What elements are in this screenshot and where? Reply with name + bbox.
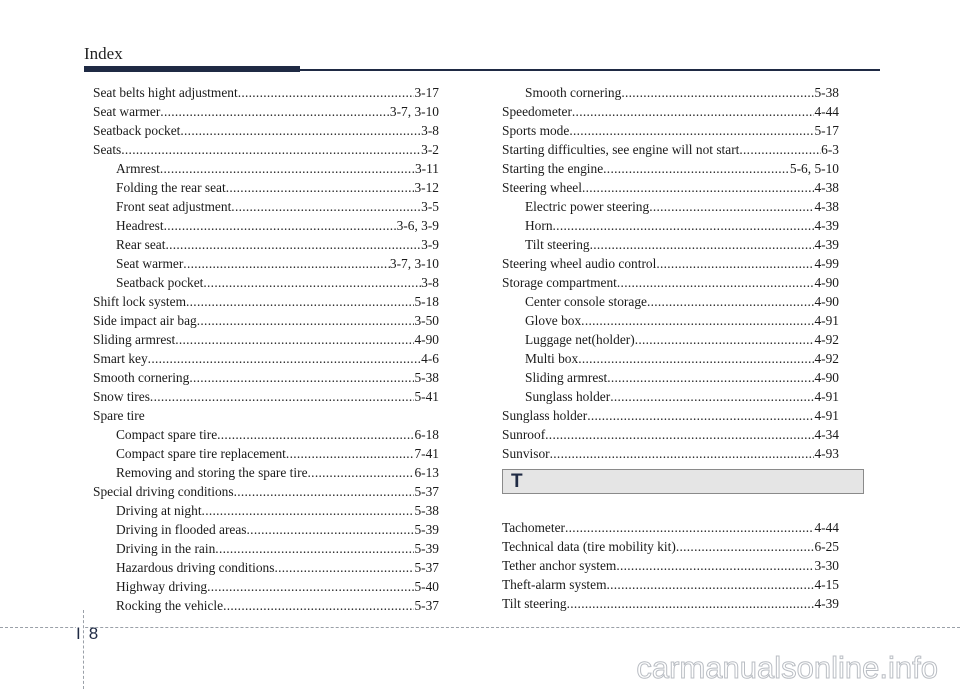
page-section-letter: I: [76, 624, 81, 643]
dot-leader: [587, 406, 814, 425]
index-entry-label: Electric power steering: [525, 199, 650, 214]
dot-leader: [308, 463, 415, 482]
index-entry-page: 3-30: [814, 558, 839, 573]
dot-leader: [567, 594, 815, 613]
section-header-t: [502, 469, 864, 494]
index-entry-page: 5-40: [414, 579, 439, 594]
header-rule-thin: [300, 69, 880, 71]
index-entry-page: 4-38: [814, 180, 839, 195]
index-entry-page: 5-37: [414, 560, 439, 575]
index-entry: [93, 102, 439, 121]
watermark: carmanualsonline.info: [636, 650, 938, 685]
dot-leader: [274, 558, 414, 577]
index-entry-page: 4-92: [814, 332, 839, 347]
index-entry-page: 3-2: [421, 142, 439, 157]
index-entry-page: 7-41: [414, 446, 439, 461]
header-rule-thick: [84, 66, 300, 72]
index-entry-label: Armrest: [116, 161, 160, 176]
index-entry: [93, 311, 439, 330]
index-entry-page: 5-38: [414, 370, 439, 385]
index-entry: [93, 577, 439, 596]
index-entry: [93, 444, 439, 463]
index-entry-page: 3-8: [421, 123, 439, 138]
index-entry-page: 4-39: [814, 237, 839, 252]
dot-leader: [121, 140, 421, 159]
index-entry: [502, 178, 839, 197]
page-number: [76, 624, 98, 644]
index-entry: [93, 463, 439, 482]
dot-leader: [186, 292, 414, 311]
index-entry-label: Center console storage: [525, 294, 647, 309]
index-entry: [93, 520, 439, 539]
index-entry-label: Rear seat: [116, 237, 166, 252]
index-entry: [93, 501, 439, 520]
index-entry-label: Special driving conditions: [93, 484, 234, 499]
index-entry-label: Sunglass holder: [502, 408, 588, 423]
index-entry: [93, 596, 439, 615]
index-entry-page: 3-6, 3-9: [396, 218, 439, 233]
index-entry-label: Glove box: [525, 313, 582, 328]
index-entry-label: Steering wheel audio control: [502, 256, 657, 271]
index-entry-label: Spare tire: [93, 408, 145, 423]
index-entry: [502, 537, 839, 556]
dot-leader: [150, 387, 415, 406]
index-entry-page: 3-9: [421, 237, 439, 252]
index-entry: [93, 539, 439, 558]
index-entry-page: 3-11: [414, 161, 439, 176]
dot-leader: [550, 444, 815, 463]
index-entry: [502, 216, 839, 235]
index-group-s-continued: [502, 83, 839, 463]
index-entry-label: Driving in the rain: [116, 541, 216, 556]
index-entry: [93, 159, 439, 178]
index-entry: [502, 594, 839, 613]
dot-leader: [215, 539, 414, 558]
dot-leader: [676, 537, 815, 556]
index-entry-label: Seat belts hight adjustment: [93, 85, 238, 100]
dot-leader: [160, 159, 415, 178]
dot-leader: [656, 254, 814, 273]
dot-leader: [207, 577, 414, 596]
index-entry: [93, 349, 439, 368]
index-entry-label: Sports mode: [502, 123, 570, 138]
index-entry-label: Headrest: [116, 218, 164, 233]
index-entry: [502, 83, 839, 102]
dot-leader: [203, 273, 421, 292]
index-entry: [93, 197, 439, 216]
index-entry-label: Tilt steering: [525, 237, 590, 252]
index-entry-page: 5-38: [414, 503, 439, 518]
index-entry-label: Starting the engine: [502, 161, 604, 176]
index-entry-label: Seatback pocket: [116, 275, 204, 290]
index-entry: [502, 518, 839, 537]
index-entry: [93, 121, 439, 140]
index-entry-page: 4-91: [814, 408, 839, 423]
index-entry-label: Sunroof: [502, 427, 546, 442]
section-letter: T: [511, 471, 523, 492]
dot-leader: [226, 178, 415, 197]
dot-leader: [223, 596, 414, 615]
index-entry-page: 6-13: [414, 465, 439, 480]
index-entry-label: Horn: [525, 218, 553, 233]
index-entry-label: Compact spare tire replacement: [116, 446, 286, 461]
footer-vertical-divider: [83, 610, 84, 689]
dot-leader: [164, 216, 397, 235]
index-entry-page: 4-90: [814, 294, 839, 309]
index-entry: [502, 406, 839, 425]
dot-leader: [569, 121, 814, 140]
dot-leader: [286, 444, 415, 463]
index-entry-label: Steering wheel: [502, 180, 582, 195]
index-entry-label: Smooth cornering: [525, 85, 622, 100]
index-entry-label: Seat warmer: [93, 104, 161, 119]
dot-leader: [581, 311, 814, 330]
footer-divider: [0, 627, 960, 628]
dot-leader: [165, 235, 421, 254]
index-entry-label: Front seat adjustment: [116, 199, 232, 214]
index-entry-label: Tilt steering: [502, 596, 567, 611]
dot-leader: [621, 83, 814, 102]
dot-leader: [175, 330, 414, 349]
index-entry-page: 6-3: [821, 142, 839, 157]
index-entry: [93, 368, 439, 387]
index-entry: [502, 102, 839, 121]
index-entry: [502, 121, 839, 140]
dot-leader: [647, 292, 814, 311]
index-entry-page: 3-8: [421, 275, 439, 290]
index-entry: [93, 140, 439, 159]
index-entry: [502, 254, 839, 273]
index-entry-page: 3-17: [414, 85, 439, 100]
index-entry: [93, 425, 439, 444]
dot-leader: [617, 273, 815, 292]
index-entry-label: Sunvisor: [502, 446, 550, 461]
index-entry-label: Speedometer: [502, 104, 572, 119]
index-group-t: [502, 518, 839, 613]
dot-leader: [247, 520, 415, 539]
index-entry-label: Shift lock system: [93, 294, 186, 309]
index-entry-label: Seat warmer: [116, 256, 184, 271]
index-entry-label: Sunglass holder: [525, 389, 611, 404]
index-entry-page: 4-93: [814, 446, 839, 461]
index-entry: [93, 292, 439, 311]
index-entry-page: 5-37: [414, 484, 439, 499]
index-entry-page: 4-6: [421, 351, 439, 366]
dot-leader: [202, 501, 415, 520]
index-entry-page: 4-39: [814, 218, 839, 233]
index-entry-page: 5-39: [414, 522, 439, 537]
index-entry: [93, 178, 439, 197]
index-entry: [93, 216, 439, 235]
index-entry-page: 4-44: [814, 104, 839, 119]
index-entry: [93, 406, 439, 425]
index-entry: [93, 482, 439, 501]
index-entry-page: 3-5: [421, 199, 439, 214]
dot-leader: [160, 102, 390, 121]
index-column-right: [502, 83, 839, 613]
index-entry: [93, 273, 439, 292]
dot-leader: [590, 235, 815, 254]
index-entry-page: 5-38: [814, 85, 839, 100]
dot-leader: [234, 482, 415, 501]
index-entry-label: Snow tires: [93, 389, 150, 404]
index-entry-label: Sliding armrest: [93, 332, 176, 347]
index-entry: [502, 197, 839, 216]
dot-leader: [217, 425, 414, 444]
index-entry-label: Hazardous driving conditions: [116, 560, 275, 575]
index-entry-label: Driving at night: [116, 503, 202, 518]
index-entry: [502, 273, 839, 292]
index-entry-label: Starting difficulties, see engine will not start: [502, 142, 740, 157]
dot-leader: [603, 159, 790, 178]
index-entry-page: 3-7, 3-10: [389, 256, 439, 271]
index-entry-page: 5-17: [814, 123, 839, 138]
index-entry-page: 4-90: [814, 370, 839, 385]
index-entry: [93, 235, 439, 254]
index-entry: [93, 558, 439, 577]
dot-leader: [616, 556, 814, 575]
index-entry: [502, 387, 839, 406]
index-entry: [502, 556, 839, 575]
dot-leader: [578, 349, 814, 368]
index-column-left: [93, 83, 439, 615]
index-entry: [502, 330, 839, 349]
index-entry: [502, 311, 839, 330]
dot-leader: [649, 197, 814, 216]
index-entry-label: Removing and storing the spare tire: [116, 465, 308, 480]
index-entry-label: Compact spare tire: [116, 427, 218, 442]
index-entry: [502, 292, 839, 311]
index-entry-label: Highway driving: [116, 579, 208, 594]
dot-leader: [572, 102, 815, 121]
index-entry-page: 5-18: [414, 294, 439, 309]
index-entry: [502, 425, 839, 444]
index-entry-label: Sliding armrest: [525, 370, 608, 385]
index-entry: [502, 444, 839, 463]
index-entry-page: 4-92: [814, 351, 839, 366]
dot-leader: [582, 178, 815, 197]
index-entry: [502, 140, 839, 159]
index-entry: [502, 575, 839, 594]
dot-leader: [610, 387, 814, 406]
index-entry-page: 6-25: [814, 539, 839, 554]
index-entry-label: Smart key: [93, 351, 148, 366]
dot-leader: [739, 140, 821, 159]
index-entry-label: Multi box: [525, 351, 579, 366]
index-entry: [93, 254, 439, 273]
index-entry-page: 4-91: [814, 389, 839, 404]
index-entry-label: Tachometer: [502, 520, 566, 535]
dot-leader: [606, 575, 814, 594]
index-entry-label: Theft-alarm system: [502, 577, 607, 592]
index-entry-page: 3-7, 3-10: [389, 104, 439, 119]
index-entry-page: 4-39: [814, 596, 839, 611]
dot-leader: [189, 368, 414, 387]
index-entry-page: 6-18: [414, 427, 439, 442]
index-entry-page: 4-34: [814, 427, 839, 442]
dot-leader: [148, 349, 421, 368]
dot-leader: [545, 425, 814, 444]
index-entry-page: 4-99: [814, 256, 839, 271]
index-entry-page: 5-6, 5-10: [789, 161, 839, 176]
index-entry: [502, 368, 839, 387]
index-entry-label: Luggage net(holder): [525, 332, 635, 347]
index-entry: [93, 330, 439, 349]
index-entry-label: Storage compartment: [502, 275, 617, 290]
dot-leader: [607, 368, 814, 387]
index-entry-page: 5-41: [414, 389, 439, 404]
index-entry: [502, 349, 839, 368]
index-entry-page: 3-12: [414, 180, 439, 195]
index-entry: [93, 387, 439, 406]
index-entry-label: Smooth cornering: [93, 370, 190, 385]
dot-leader: [180, 121, 421, 140]
index-entry: [502, 159, 839, 178]
index-entry-page: 4-15: [814, 577, 839, 592]
dot-leader: [183, 254, 390, 273]
index-entry-label: Seatback pocket: [93, 123, 181, 138]
index-entry-page: 4-38: [814, 199, 839, 214]
index-entry-label: Seats: [93, 142, 122, 157]
dot-leader: [635, 330, 815, 349]
dot-leader: [231, 197, 421, 216]
index-entry-page: 3-50: [414, 313, 439, 328]
index-entry-label: Technical data (tire mobility kit): [502, 539, 676, 554]
index-entry-page: 4-90: [414, 332, 439, 347]
dot-leader: [565, 518, 814, 537]
index-entry-page: 5-37: [414, 598, 439, 613]
index-entry-label: Rocking the vehicle: [116, 598, 224, 613]
dot-leader: [238, 83, 415, 102]
index-entry-page: 4-91: [814, 313, 839, 328]
dot-leader: [197, 311, 415, 330]
index-entry-page: 5-39: [414, 541, 439, 556]
index-entry-label: Tether anchor system: [502, 558, 617, 573]
index-entry: [502, 235, 839, 254]
index-entry-label: Folding the rear seat: [116, 180, 226, 195]
index-entry-page: 4-44: [814, 520, 839, 535]
page-number-value: 8: [88, 624, 99, 643]
index-entry: [93, 83, 439, 102]
index-entry-label: Side impact air bag: [93, 313, 197, 328]
page-title: Index: [84, 44, 123, 63]
dot-leader: [553, 216, 815, 235]
index-entry-page: 4-90: [814, 275, 839, 290]
index-entry-label: Driving in flooded areas: [116, 522, 247, 537]
